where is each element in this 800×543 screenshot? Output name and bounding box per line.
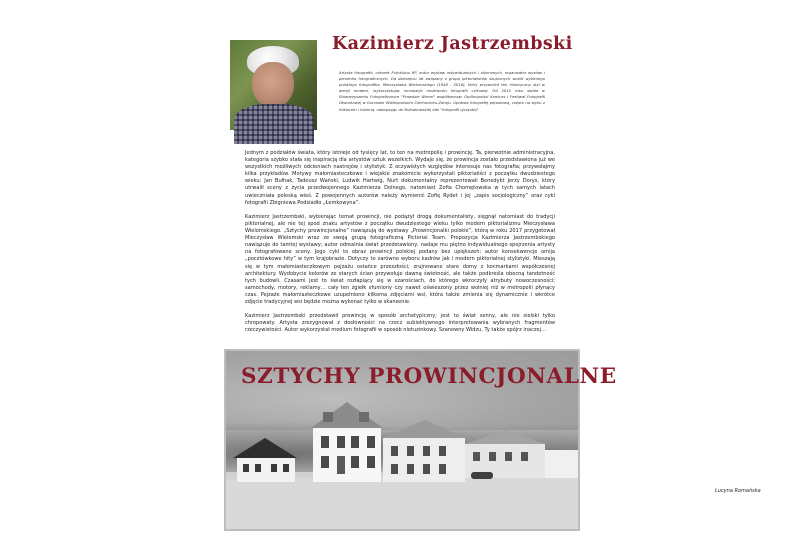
author-bio: Artysta fotografik, członek Fotoklubu RP, autor wystaw indywidualnych i zbiorowych, organizator wystaw i plenerów fotograficznych. Od dziesięciu lat związany z grupą piktorialistów skupionych wokół wybitnego polskiego fotografika, Mieczysława Wielomskiego (1948 - 2016), który przywrócił ten historyczny styl w wersji modern, wykorzystując innowacje możliwości fotografii cyfrowej. Od 2015 roku działa w Stowarzyszeniu Fotograficznym "Prawdzie Wierni" współtworząc Ogólnopolski Konkurs i Festiwal Fotografii Otworkowej w Gorzowie Wielkopolskim Ciechocinku-Zdroju. Uprawia fotografię pejzażową, często na styku z folklorem i historią, nawiązując do Bułhakowskiej idei "fotografii ojczystej". bbox=[339, 71, 545, 112]
author-name: Kazimierz Jastrzembski bbox=[332, 34, 573, 54]
banner-title: SZTYCHY PROWINCJONALNE bbox=[241, 364, 617, 389]
essay-paragraph: Kazimierz Jastrzembski przedstawił prowincję w sposób archetypiczny; jest to świat senny, ale nie sielski tylko chropowaty. Artysta zrezygnował z dosłowności na rzecz subiektywnego interpretowania wybranych fragmentów rzeczywistości. Autor wykorzystał medium fotografii w sposób nietuzinkowy. Szanowny Widzu, Ty także spójrz inaczej… bbox=[245, 313, 555, 334]
essay-paragraph: Jednym z podziałów świata, który istnieje od tysięcy lat, to ten na metropolię i prowincję. Ta, pierwotnie administracyjna, kategoria szybko stała się inspiracją dla artystów sztuk wszelkich. Wydaje się, że prowincja zostało przedstawiona już we wszystkich możliwych odcieniach nastrojów i stylistyk. Z oczywistych względów interesuje nas fotografia; przywołajmy kilka przykładów. Motywy małomiasteczkowe i wiejskie znakomicie wykorzystali piktorialiści z początku dwudziestego wieku; Jan Bułhak, Tadeusz Wański, Ludwik Hartwig, Nurt dokumentalny reprezentowali Benedykt Jerzy Dorys, który utrwalił sceny z życia przedwojennego Kazimierza Dolnego, natomiast Zofia Chomętowska w tych samych latach uwieczniała poleską wieś. Z powojennych autorów należy wymienić Zofię Rydet i jej „zapis socjologiczny” oraz cykl fotografii Zbigniewa Podsiadło „Łemkowyna”. bbox=[245, 150, 555, 206]
essay-signature: Lucyna Romańska bbox=[715, 488, 761, 494]
essay-paragraph: Kazimierz Jastrzembski, wybierając temat prowincji, nie podążył drogą dokumentalisty, sięgnął natomiast do tradycji piktorialnej, ale nie tej spod znaku artystów z początku dwudziestego wieku tylko modern piktorializmu Mieczysława Wielomskiego. „Sztychy prowincjonalne” nawiązują do wystawy „Prowincjonalki polskie”, którą w roku 2017 przygotował Mieczysław Wielomski wraz ze swoją grupą fotograficzną Pictorial Team. Propozycja Kazimierza Jastrzembskiego nawiązuje do tamtej wystawy; autor odrealnia świat przedstawiony, nadaje mu piętno indywidualnego spojrzenia artysty na fotografowane sceny. Jego cykl to obraz prowincji polskiej podany bez upiększeń; autor konsekwencje omija „pocztówkowe hity” w tym krajobrazie. Dotyczy to zarówno wyboru kadrów jak i modern piktorialnej stylistyki. Mieszają się w tym małomiasteczkowym pejzażu ostańce przeszłości; zrujnowane stare domy z kocmarkami współczesnej architektury. Wydobycie kolorów ze starych ścian przywołuje dawną świetność, ale także podkreśla obecną tandetność tych budowli. Czasami jest to świat rozłapiący się w szarościach, do którego wkroczyły atrybuty nowoczesności; samochody, motory, reklamy… cały ten zgiełk sfumiony czy nawet oświeszony przez wolniej niż w metropolii płynący czas. Pejzaże małomiasteczkowe uzupełniono kilkoma zdjęciami wsi, która także zmienia się dynamicznie i wkrótce zdjęcie tradycyjnej wsi będzie można wykonać tylko w skansenie. bbox=[245, 213, 555, 305]
essay-text bbox=[245, 150, 555, 342]
portrait-photo-icon bbox=[230, 40, 317, 130]
banner-photo bbox=[225, 350, 617, 530]
